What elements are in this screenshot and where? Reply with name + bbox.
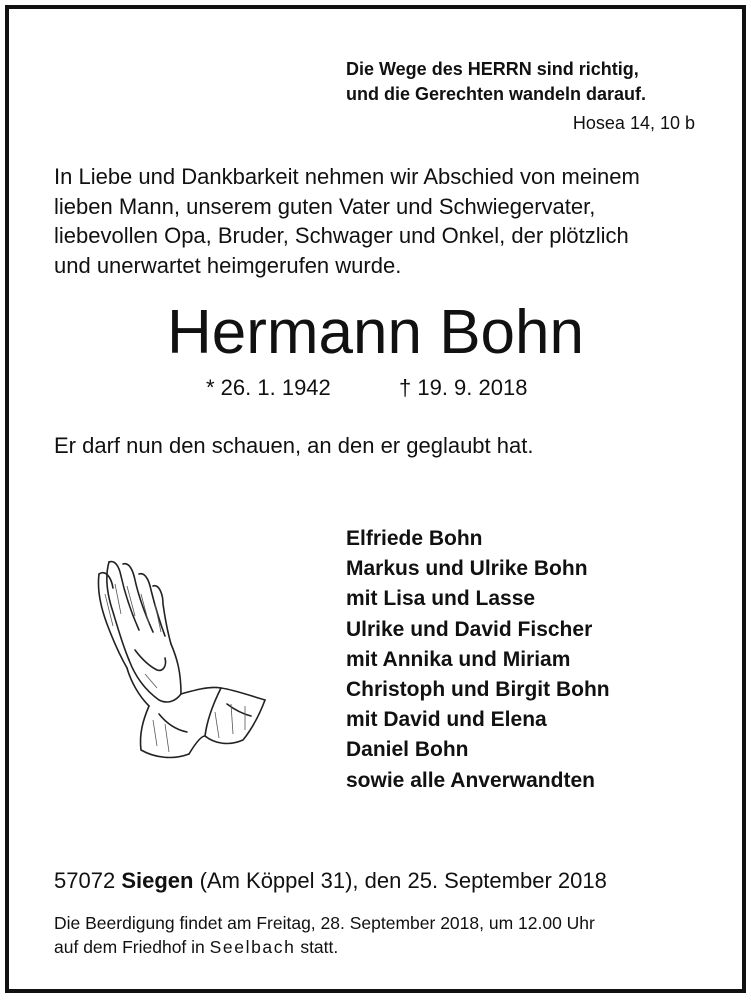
family-member: Daniel Bohn <box>346 738 469 762</box>
city: Siegen <box>121 868 194 893</box>
family-member: Christoph und Birgit Bohn <box>346 678 610 702</box>
funeral-line <box>54 935 714 959</box>
intro-line: In Liebe und Dankbarkeit nehmen wir Abschied von meinem <box>54 164 640 189</box>
verse-reference: Hosea 14, 10 b <box>572 113 695 133</box>
intro-text <box>54 162 699 280</box>
zip-code: 57072 <box>54 868 116 893</box>
funeral-notice <box>54 911 714 959</box>
praying-hands-icon <box>95 554 275 769</box>
address-date: (Am Köppel 31), den 25. September 2018 <box>199 868 607 893</box>
deceased-name: Hermann Bohn <box>166 298 585 367</box>
verse-line: Die Wege des HERRN sind richtig, <box>346 59 639 79</box>
funeral-line: Die Beerdigung findet am Freitag, 28. September 2018, um 12.00 Uhr <box>54 913 595 933</box>
birth-date: * 26. 1. 1942 <box>206 375 331 400</box>
verse-line: und die Gerechten wandeln darauf. <box>346 84 647 104</box>
obituary-frame <box>5 5 746 993</box>
cemetery-place: Seelbach <box>209 937 296 957</box>
family-list <box>346 524 726 796</box>
family-member: sowie alle Anverwandten <box>346 768 595 792</box>
family-member: mit Lisa und Lasse <box>346 587 536 611</box>
family-member: Markus und Ulrike Bohn <box>346 557 588 581</box>
funeral-line-start: auf dem Friedhof in <box>54 937 205 957</box>
family-member: Ulrike und David Fischer <box>346 617 593 641</box>
intro-line: und unerwartet heimgerufen wurde. <box>54 252 402 278</box>
intro-line: liebevollen Opa, Bruder, Schwager und Onkel, der plötzlich <box>54 223 629 248</box>
family-member: Elfriede Bohn <box>346 527 483 550</box>
family-member: mit David und Elena <box>346 708 547 732</box>
family-member: mit Annika und Miriam <box>346 647 571 671</box>
bible-verse <box>346 57 692 107</box>
faith-line: Er darf nun den schauen, an den er geglaubt hat. <box>54 433 534 458</box>
funeral-line-end: statt. <box>300 937 339 957</box>
intro-line: lieben Mann, unserem guten Vater und Schwiegervater, <box>54 193 596 219</box>
place-date-line <box>54 867 607 895</box>
death-date: † 19. 9. 2018 <box>399 375 528 400</box>
